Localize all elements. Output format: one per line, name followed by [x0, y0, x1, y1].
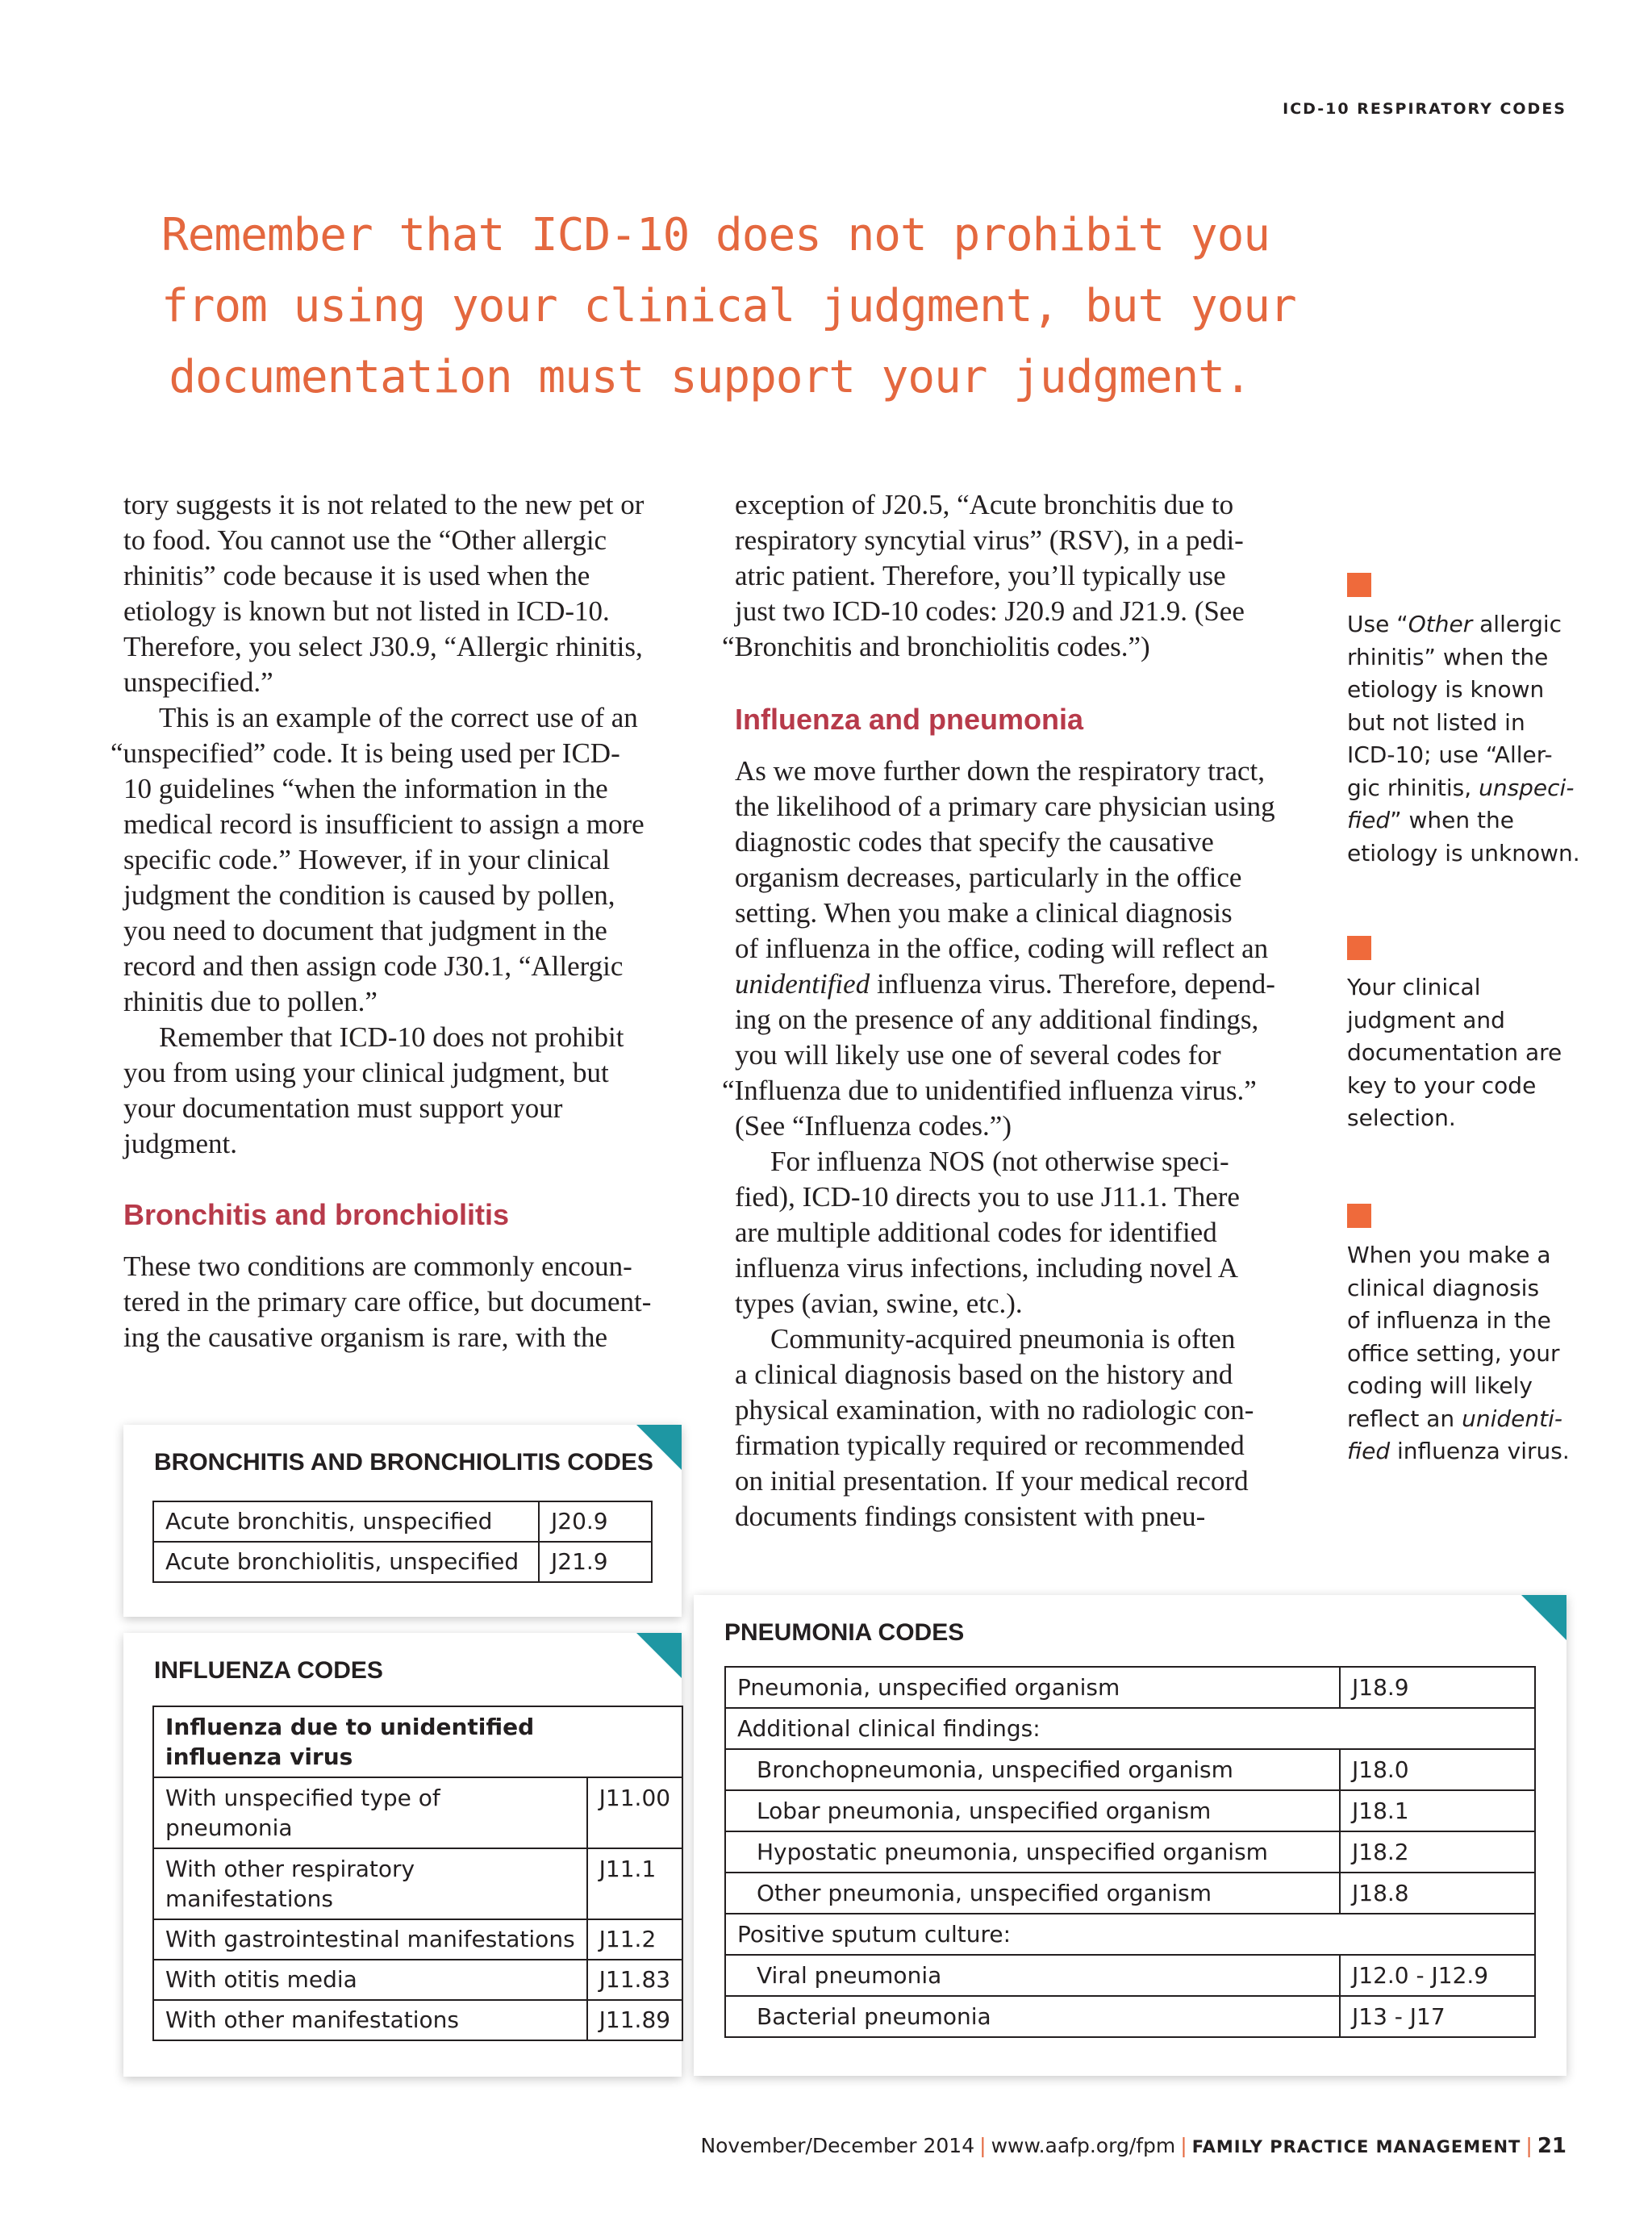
- text-line: the likelihood of a primary care physician using: [735, 791, 1275, 822]
- note-line: documentation are: [1347, 1039, 1562, 1066]
- text-line: firmation typically required or recommended: [735, 1430, 1245, 1461]
- bronchitis-codes-card: [123, 1425, 682, 1617]
- table-cell-code: J18.0: [1340, 1749, 1535, 1790]
- note-line: judgment and: [1347, 1006, 1505, 1033]
- note-line: rhinitis” when the: [1347, 643, 1549, 670]
- table-cell-code: J11.1: [587, 1848, 682, 1919]
- text-line: Remember that ICD-10 does not prohibit: [159, 1021, 624, 1053]
- text-line: you from using your clinical judgment, but: [123, 1057, 609, 1088]
- pull-quote-line: documentation must support your judgment.: [169, 351, 1251, 403]
- note-line: clinical diagnosis: [1347, 1274, 1540, 1301]
- italic-text: fied: [1347, 1438, 1391, 1464]
- text-line: [735, 967, 1299, 1002]
- table-row: [725, 1831, 1535, 1873]
- table-row: [153, 1542, 652, 1582]
- text-line: exception of J20.5, “Acute bronchitis due to: [735, 489, 1234, 520]
- table-row: [153, 1848, 682, 1919]
- pull-quote-line: from using your clinical judgment, but your: [161, 280, 1296, 332]
- table-cell-label: Pneumonia, unspecified organism: [725, 1667, 1340, 1708]
- text-line: record and then assign code J30.1, “Allergic: [123, 950, 624, 982]
- table-group-row: [725, 1914, 1535, 1955]
- text-line: respiratory syncytial virus” (RSV), in a pedi-: [735, 524, 1244, 556]
- table-row: [153, 1777, 682, 1848]
- text-line: your documentation must support your: [123, 1092, 563, 1124]
- text-line: (See “Influenza codes.”): [735, 1110, 1012, 1142]
- label-line: manifestations: [165, 1885, 333, 1912]
- text-line: physical examination, with no radiologic con-: [735, 1394, 1254, 1426]
- text-fragment: allergic: [1472, 611, 1562, 637]
- card-title: INFLUENZA CODES: [154, 1657, 383, 1684]
- text-line: just two ICD-10 codes: J20.9 and J21.9. (See: [735, 595, 1245, 627]
- table-row: [153, 1501, 652, 1542]
- table-row: [153, 1919, 682, 1960]
- table-cell-code: J11.83: [587, 1960, 682, 2000]
- table-cell-code: J20.9: [539, 1501, 652, 1542]
- text-line: organism decreases, particularly in the office: [735, 862, 1242, 893]
- table-cell-code: J18.1: [1340, 1790, 1535, 1831]
- orange-square-icon: [1347, 936, 1371, 960]
- table-row: [725, 1996, 1535, 2037]
- text-line: you need to document that judgment in the: [123, 915, 607, 946]
- table-cell-label: Acute bronchiolitis, unspecified: [153, 1542, 539, 1582]
- table-cell-code: J11.2: [587, 1919, 682, 1960]
- header-line: Influenza due to unidentified: [165, 1714, 535, 1740]
- card-title: BRONCHITIS AND BRONCHIOLITIS CODES: [154, 1449, 653, 1476]
- table-cell-label: [153, 1848, 587, 1919]
- text-line: judgment.: [123, 1128, 237, 1159]
- table-group-label: Additional clinical findings:: [725, 1708, 1535, 1749]
- table-cell-label: With otitis media: [153, 1960, 587, 2000]
- section-heading-influenza: Influenza and pneumonia: [735, 703, 1084, 736]
- table-cell-code: J12.0 - J12.9: [1340, 1955, 1535, 1996]
- sidebar-note-3: [1347, 1204, 1573, 1468]
- table-group-row: [725, 1708, 1535, 1749]
- table-row: [725, 1790, 1535, 1831]
- bronchitis-codes-table: [152, 1501, 653, 1583]
- text-line: influenza virus infections, including novel A: [735, 1252, 1239, 1284]
- note-line: etiology is known: [1347, 676, 1545, 703]
- table-cell-label: Viral pneumonia: [725, 1955, 1340, 1996]
- text-fragment: gic rhinitis,: [1347, 774, 1479, 801]
- note-line: [1347, 772, 1573, 805]
- text-line: “unspecified” code. It is being used per ICD-: [111, 737, 620, 769]
- text-line: on initial presentation. If your medical record: [735, 1465, 1249, 1497]
- note-line: [1347, 608, 1573, 641]
- text-line: a clinical diagnosis based on the history and: [735, 1359, 1233, 1390]
- text-line: medical record is insufficient to assign a more: [123, 808, 645, 840]
- text-line: This is an example of the correct use of an: [159, 702, 638, 733]
- note-line: When you make a: [1347, 1242, 1551, 1268]
- label-line: With other respiratory: [165, 1856, 415, 1882]
- italic-text: fied: [1347, 807, 1391, 833]
- label-line: With unspecified type of: [165, 1785, 440, 1811]
- table-cell-label: Hypostatic pneumonia, unspecified organism: [725, 1831, 1340, 1873]
- table-cell-label: Bronchopneumonia, unspecified organism: [725, 1749, 1340, 1790]
- text-line: types (avian, swine, etc.).: [735, 1288, 1023, 1319]
- table-cell-code: J11.00: [587, 1777, 682, 1848]
- teal-corner-icon: [636, 1633, 682, 1678]
- text-line: atric patient. Therefore, you’ll typically use: [735, 560, 1226, 591]
- text-fragment: Use “: [1347, 611, 1408, 637]
- influenza-codes-card: [123, 1633, 682, 2077]
- table-cell-code: J18.2: [1340, 1831, 1535, 1873]
- table-group-label: Positive sputum culture:: [725, 1914, 1535, 1955]
- italic-text: Other: [1408, 611, 1473, 637]
- text-line: documents findings consistent with pneu-: [735, 1501, 1206, 1532]
- text-line: Community-acquired pneumonia is often: [770, 1323, 1236, 1355]
- text-line: diagnostic codes that specify the causative: [735, 826, 1214, 858]
- body-column-left: [111, 487, 688, 1355]
- card-title: PNEUMONIA CODES: [724, 1619, 965, 1646]
- text-fragment: ” when the: [1390, 807, 1514, 833]
- note-line: office setting, your: [1347, 1339, 1560, 1367]
- influenza-codes-table: [152, 1706, 683, 2041]
- note-line: [1347, 1403, 1573, 1436]
- table-cell-label: Lobar pneumonia, unspecified organism: [725, 1790, 1340, 1831]
- text-line: As we move further down the respiratory tract,: [735, 755, 1266, 787]
- note-line: key to your code: [1347, 1071, 1537, 1099]
- note-line: [1347, 1435, 1573, 1468]
- table-cell-label: Other pneumonia, unspecified organism: [725, 1873, 1340, 1914]
- table-cell-code: J18.9: [1340, 1667, 1535, 1708]
- teal-corner-icon: [1521, 1595, 1566, 1640]
- note-line: of influenza in the: [1347, 1307, 1551, 1334]
- table-cell-label: [153, 1777, 587, 1848]
- text-line: “Influenza due to unidentified influenza virus.”: [722, 1075, 1257, 1106]
- table-header-cell: [153, 1706, 682, 1777]
- text-line: ing on the presence of any additional findings,: [735, 1004, 1259, 1035]
- text-fragment: influenza virus. Therefore, depend-: [870, 968, 1275, 1000]
- body-column-right: [722, 487, 1299, 1534]
- table-cell-code: J18.8: [1340, 1873, 1535, 1914]
- text-line: setting. When you make a clinical diagnosis: [735, 897, 1233, 929]
- orange-square-icon: [1347, 573, 1371, 597]
- italic-text: unidentified: [735, 968, 870, 1000]
- text-line: etiology is known but not listed in ICD-10.: [123, 595, 610, 627]
- pneumonia-codes-table: [724, 1666, 1536, 2038]
- text-line: For influenza NOS (not otherwise speci-: [770, 1146, 1229, 1177]
- orange-square-icon: [1347, 1204, 1371, 1228]
- footer-separator: |: [979, 2134, 987, 2157]
- text-line: ing the causative organism is rare, with the: [123, 1322, 608, 1353]
- table-cell-label: Acute bronchitis, unspecified: [153, 1501, 539, 1542]
- text-line: 10 guidelines “when the information in the: [123, 773, 608, 804]
- footer-separator: |: [1525, 2134, 1533, 2157]
- text-line: fied), ICD-10 directs you to use J11.1. There: [735, 1181, 1240, 1213]
- table-row: [725, 1749, 1535, 1790]
- table-cell-code: J11.89: [587, 2000, 682, 2040]
- text-line: tered in the primary care office, but document-: [123, 1286, 652, 1317]
- sidebar-note-2: [1347, 936, 1573, 1135]
- note-line: coding will likely: [1347, 1372, 1533, 1399]
- italic-text: unidenti-: [1462, 1405, 1562, 1432]
- table-row: [153, 1960, 682, 2000]
- text-line: judgment the condition is caused by pollen,: [123, 879, 615, 911]
- label-line: pneumonia: [165, 1814, 293, 1841]
- page-footer: [700, 2134, 1566, 2158]
- footer-separator: |: [1180, 2134, 1187, 2157]
- note-line: but not listed in: [1347, 708, 1525, 736]
- table-cell-label: With other manifestations: [153, 2000, 587, 2040]
- note-line: selection.: [1347, 1104, 1456, 1131]
- table-row: [725, 1667, 1535, 1708]
- note-line: etiology is unknown.: [1347, 839, 1580, 866]
- table-cell-code: J21.9: [539, 1542, 652, 1582]
- text-line: are multiple additional codes for identified: [735, 1217, 1217, 1248]
- text-line: Therefore, you select J30.9, “Allergic rhinitis,: [123, 631, 643, 662]
- text-line: rhinitis” code because it is used when the: [123, 560, 590, 591]
- table-cell-label: Bacterial pneumonia: [725, 1996, 1340, 2037]
- text-line: unspecified.”: [123, 666, 273, 698]
- running-head: ICD-10 RESPIRATORY CODES: [1283, 100, 1566, 118]
- pneumonia-codes-card: [694, 1595, 1566, 2076]
- note-line: [1347, 804, 1573, 837]
- text-fragment: reflect an: [1347, 1405, 1462, 1432]
- text-line: to food. You cannot use the “Other allergic: [123, 524, 607, 556]
- header-line: influenza virus: [165, 1743, 353, 1770]
- footer-url: www.aafp.org/fpm: [991, 2134, 1176, 2157]
- section-heading-bronchitis: Bronchitis and bronchiolitis: [123, 1198, 510, 1231]
- italic-text: unspeci-: [1479, 774, 1575, 801]
- text-line: specific code.” However, if in your clinical: [123, 844, 611, 875]
- note-line: Your clinical: [1347, 974, 1481, 1000]
- text-line: of influenza in the office, coding will reflect an: [735, 933, 1269, 964]
- table-row: [153, 2000, 682, 2040]
- table-cell-label: With gastrointestinal manifestations: [153, 1919, 587, 1960]
- text-line: you will likely use one of several codes for: [735, 1039, 1221, 1071]
- text-line: rhinitis due to pollen.”: [123, 986, 378, 1017]
- footer-date: November/December 2014: [700, 2134, 975, 2157]
- table-cell-code: J13 - J17: [1340, 1996, 1535, 2037]
- text-fragment: influenza virus.: [1390, 1438, 1570, 1464]
- table-row: [725, 1955, 1535, 1996]
- table-header-row: [153, 1706, 682, 1777]
- text-line: These two conditions are commonly encoun-: [123, 1251, 632, 1282]
- pull-quote-line: Remember that ICD-10 does not prohibit you: [161, 209, 1270, 261]
- note-line: ICD-10; use “Aller-: [1347, 741, 1553, 768]
- sidebar-note-1: [1347, 573, 1580, 870]
- text-line: “Bronchitis and bronchiolitis codes.”): [722, 631, 1150, 662]
- table-row: [725, 1873, 1535, 1914]
- pull-quote: [161, 200, 1296, 413]
- page-number: 21: [1537, 2134, 1566, 2158]
- footer-magazine: FAMILY PRACTICE MANAGEMENT: [1191, 2137, 1521, 2157]
- text-line: tory suggests it is not related to the new pet or: [123, 489, 645, 520]
